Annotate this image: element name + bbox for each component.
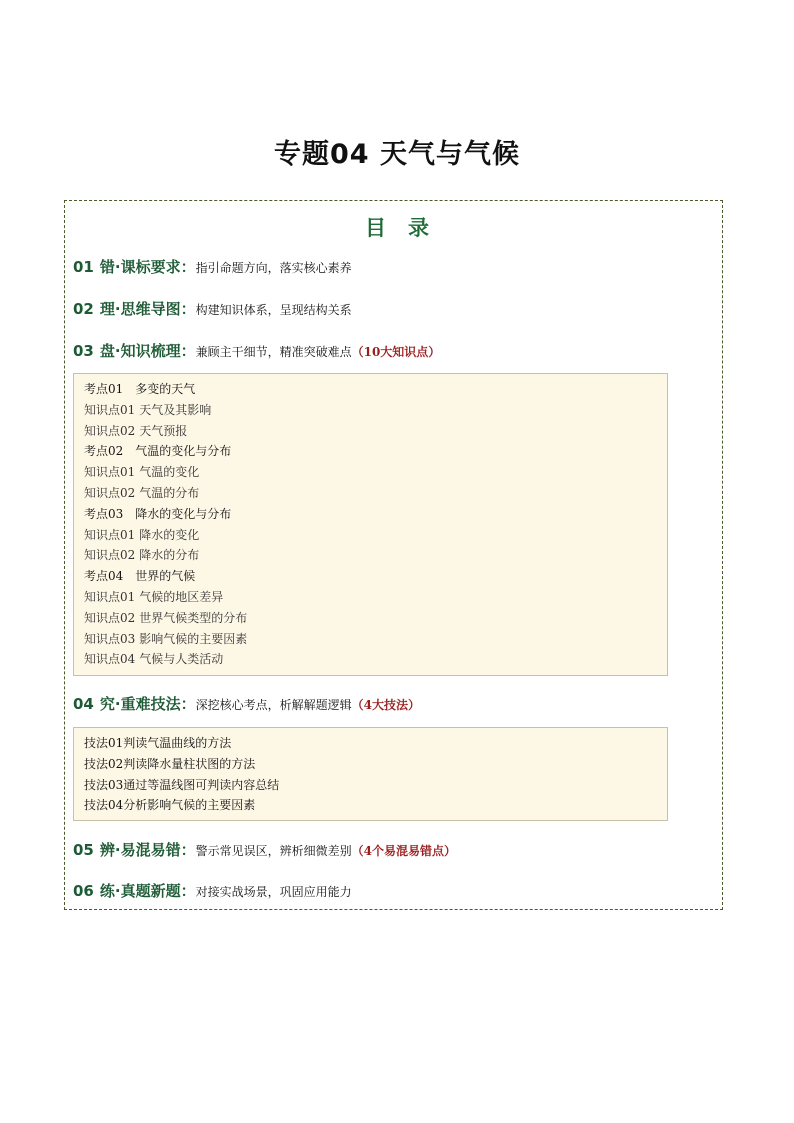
knowledge-points-box bbox=[73, 373, 668, 676]
knowledge-point-label: 知识点02 bbox=[84, 548, 136, 563]
knowledge-point-label: 知识点02 bbox=[84, 610, 136, 625]
knowledge-point[interactable] bbox=[84, 649, 657, 670]
knowledge-point-title: 气候与人类活动 bbox=[139, 652, 224, 667]
exam-point-label: 考点02 bbox=[84, 444, 124, 459]
knowledge-point-label: 知识点01 bbox=[84, 465, 136, 480]
section-name: 盘·知识梳理： bbox=[99, 342, 196, 360]
knowledge-point-title: 世界气候类型的分布 bbox=[139, 610, 248, 625]
knowledge-point-title: 气温的分布 bbox=[139, 485, 200, 500]
knowledge-point-title: 气温的变化 bbox=[139, 465, 200, 480]
knowledge-point[interactable] bbox=[84, 545, 657, 566]
exam-point-label: 考点03 bbox=[84, 506, 124, 521]
section-name: 理·思维导图： bbox=[99, 300, 196, 318]
knowledge-point-title: 天气预报 bbox=[139, 423, 188, 438]
knowledge-point-label: 知识点02 bbox=[84, 423, 136, 438]
section-description: 兼顾主干细节，精准突破难点 bbox=[195, 345, 352, 359]
knowledge-point[interactable] bbox=[84, 629, 657, 650]
section-name: 辨·易混易错： bbox=[99, 841, 196, 859]
technique-item[interactable]: 技法01判读气温曲线的方法 bbox=[84, 736, 232, 750]
knowledge-point-title: 降水的分布 bbox=[139, 548, 200, 563]
exam-point[interactable] bbox=[84, 379, 657, 400]
knowledge-point[interactable] bbox=[84, 525, 657, 546]
knowledge-point-title: 影响气候的主要因素 bbox=[139, 631, 248, 646]
section-name: 错·课标要求： bbox=[99, 258, 196, 276]
section-count-note: （10大知识点） bbox=[351, 345, 441, 359]
knowledge-point-label: 知识点01 bbox=[84, 402, 136, 417]
section-number: 04 bbox=[73, 695, 94, 713]
knowledge-point[interactable] bbox=[84, 608, 657, 629]
knowledge-point[interactable] bbox=[84, 587, 657, 608]
exam-point-label: 考点04 bbox=[84, 569, 124, 584]
toc-heading: 目录 bbox=[365, 216, 451, 240]
section-name: 究·重难技法： bbox=[99, 695, 196, 713]
section-description: 指引命题方向，落实核心素养 bbox=[195, 261, 352, 275]
section-name: 练·真题新题： bbox=[99, 882, 196, 900]
exam-point[interactable] bbox=[84, 504, 657, 525]
technique-item[interactable]: 技法04分析影响气候的主要因素 bbox=[84, 798, 256, 813]
toc-section-05[interactable] bbox=[73, 840, 456, 861]
technique-item[interactable]: 技法03通过等温线图可判读内容总结 bbox=[84, 777, 280, 792]
exam-point-title: 世界的气候 bbox=[135, 569, 196, 584]
techniques-box bbox=[73, 727, 668, 821]
section-number: 02 bbox=[73, 300, 94, 318]
toc-section-06[interactable] bbox=[73, 881, 352, 902]
knowledge-point[interactable] bbox=[84, 400, 657, 421]
toc-section-04[interactable] bbox=[73, 694, 420, 715]
knowledge-point-label: 知识点04 bbox=[84, 652, 136, 667]
technique-item[interactable]: 技法02判读降水量柱状图的方法 bbox=[84, 756, 256, 771]
exam-point-title: 降水的变化与分布 bbox=[135, 506, 232, 521]
knowledge-point-title: 气候的地区差异 bbox=[139, 589, 224, 604]
exam-point[interactable] bbox=[84, 441, 657, 462]
exam-point-title: 气温的变化与分布 bbox=[135, 444, 232, 459]
knowledge-point-label: 知识点01 bbox=[84, 589, 136, 604]
knowledge-point[interactable] bbox=[84, 462, 657, 483]
section-description: 深挖核心考点，析解解题逻辑 bbox=[195, 698, 352, 712]
knowledge-point-title: 降水的变化 bbox=[139, 527, 200, 542]
exam-point[interactable] bbox=[84, 566, 657, 587]
knowledge-point[interactable] bbox=[84, 483, 657, 504]
page-title: 专题04 天气与气候 bbox=[274, 139, 520, 170]
toc-section-03[interactable] bbox=[73, 341, 440, 362]
section-count-note: （4个易混易错点） bbox=[351, 844, 456, 858]
section-count-note: （4大技法） bbox=[351, 698, 420, 712]
knowledge-point[interactable] bbox=[84, 421, 657, 442]
section-description: 对接实战场景，巩固应用能力 bbox=[195, 885, 352, 899]
section-number: 06 bbox=[73, 882, 94, 900]
section-number: 05 bbox=[73, 841, 94, 859]
section-description: 警示常见误区，辨析细微差别 bbox=[195, 844, 352, 858]
toc-section-01[interactable] bbox=[73, 257, 352, 278]
section-number: 03 bbox=[73, 342, 94, 360]
section-number: 01 bbox=[73, 258, 94, 276]
knowledge-point-title: 天气及其影响 bbox=[139, 402, 212, 417]
section-description: 构建知识体系，呈现结构关系 bbox=[195, 303, 352, 317]
knowledge-point-label: 知识点01 bbox=[84, 527, 136, 542]
knowledge-point-label: 知识点02 bbox=[84, 485, 136, 500]
exam-point-label: 考点01 bbox=[84, 382, 124, 396]
knowledge-point-label: 知识点03 bbox=[84, 631, 136, 646]
toc-section-02[interactable] bbox=[73, 299, 352, 320]
exam-point-title: 多变的天气 bbox=[135, 382, 196, 396]
